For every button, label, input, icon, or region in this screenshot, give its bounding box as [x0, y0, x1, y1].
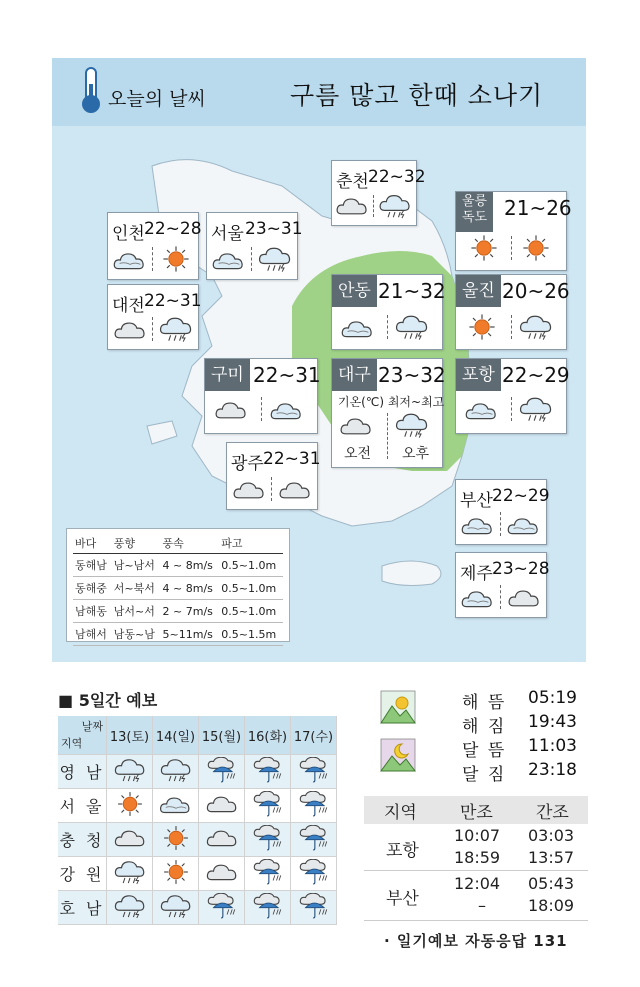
- temp-range: 22~29: [492, 486, 550, 506]
- rain-cloud-icon: [113, 859, 147, 885]
- rain-cloud-icon: [377, 193, 413, 219]
- table-row: [58, 891, 337, 925]
- sunrise-time: 05:19: [528, 688, 577, 708]
- partly-cloudy-icon: [460, 585, 496, 611]
- cloud-icon: [205, 791, 239, 817]
- rain-cloud-icon: [518, 313, 554, 341]
- app-title: 오늘의 날씨: [108, 88, 206, 110]
- wind-direction: 서~북서: [112, 577, 161, 600]
- day-header: 13(토): [107, 716, 153, 755]
- cloud-icon: [112, 317, 148, 343]
- cloud-icon: [113, 825, 147, 851]
- cloud-icon: [231, 477, 267, 503]
- rain-umbrella-icon: [297, 757, 331, 783]
- high-tide-time: 10:07: [454, 826, 501, 845]
- temp-range: 23~31: [245, 219, 303, 239]
- cloud-icon: [334, 193, 370, 219]
- partly-cloudy-icon: [112, 247, 148, 273]
- rain-umbrella-icon: [297, 791, 331, 817]
- temp-legend: 기온(℃) 최저~최고: [338, 395, 445, 409]
- tide-header-high: 만조: [460, 803, 493, 823]
- rain-umbrella-icon: [251, 893, 285, 919]
- marine-header: 파고: [219, 533, 283, 554]
- day-header: 17(수): [291, 716, 337, 755]
- wind-direction: 남~남서: [112, 554, 161, 577]
- table-row: [58, 755, 337, 789]
- cloud-icon: [338, 413, 374, 439]
- sun-icon: [113, 791, 147, 817]
- forecast-table: [58, 716, 337, 925]
- partly-cloudy-icon: [159, 791, 193, 817]
- region-label: 강 원: [58, 857, 107, 891]
- rain-umbrella-icon: [297, 893, 331, 919]
- weather-headline: 구름 많고 한때 소나기: [290, 81, 544, 110]
- temp-range: 21~32: [378, 279, 446, 303]
- thermometer-icon: [78, 66, 104, 114]
- day-header: 15(월): [199, 716, 245, 755]
- marine-header: 풍향: [112, 533, 161, 554]
- wind-direction: 남동~남: [112, 623, 161, 646]
- rain-umbrella-icon: [297, 859, 331, 885]
- rain-umbrella-icon: [251, 757, 285, 783]
- table-row: [73, 623, 283, 646]
- cloud-icon: [205, 825, 239, 851]
- city-name-tag: 대구: [332, 359, 377, 391]
- wave-height: 0.5~1.5m: [219, 623, 283, 646]
- partly-cloudy-icon: [506, 512, 542, 538]
- sea-area: 동해중: [73, 577, 112, 600]
- rain-cloud-icon: [257, 245, 293, 273]
- table-row: [73, 554, 283, 577]
- rain-cloud-icon: [159, 757, 193, 783]
- sun-icon: [466, 234, 502, 262]
- rain-cloud-icon: [394, 313, 430, 341]
- sun-icon: [518, 234, 554, 262]
- sun-icon: [159, 825, 193, 851]
- rain-umbrella-icon: [297, 825, 331, 851]
- forecast-title: ■ 5일간 예보: [58, 691, 158, 710]
- wave-height: 0.5~1.0m: [219, 554, 283, 577]
- corner-date-label: 날짜: [81, 720, 103, 733]
- table-row: [58, 789, 337, 823]
- pm-label: 오후: [402, 446, 430, 462]
- sunset-time: 19:43: [528, 712, 577, 732]
- city-name: 제주: [460, 564, 493, 584]
- sun-icon: [159, 859, 193, 885]
- high-tide-time: 12:04: [454, 874, 501, 893]
- wind-direction: 남서~서: [112, 600, 161, 623]
- city-gumi: [204, 358, 321, 434]
- city-name-tag: 울진: [456, 275, 501, 307]
- city-daegu: [331, 358, 446, 468]
- partly-cloudy-icon: [464, 397, 500, 423]
- city-name: 서울: [211, 224, 244, 244]
- city-name: 광주: [231, 454, 264, 474]
- partly-cloudy-icon: [340, 315, 376, 341]
- partly-cloudy-icon: [211, 247, 247, 273]
- rain-cloud-icon: [113, 757, 147, 783]
- city-andong: [331, 274, 446, 350]
- rain-umbrella-icon: [251, 825, 285, 851]
- temp-range: 22~31: [253, 363, 321, 387]
- tide-header-region: 지역: [384, 803, 417, 823]
- marine-table: [66, 528, 290, 642]
- city-name-tag: 구미: [205, 359, 250, 391]
- table-row: [58, 857, 337, 891]
- city-ulleung: [455, 191, 572, 271]
- tide-divider: [364, 870, 588, 871]
- cloud-icon: [213, 397, 249, 423]
- temp-range: 20~26: [502, 279, 570, 303]
- tide-divider: [364, 920, 588, 921]
- city-name: 춘천: [336, 172, 369, 192]
- city-busan: [455, 479, 550, 545]
- marine-header: 바다: [73, 533, 112, 554]
- city-name-tag: 안동: [332, 275, 377, 307]
- moonrise-label: 달 뜸: [462, 741, 507, 761]
- tide-region: 포항: [386, 841, 419, 861]
- partly-cloudy-icon: [460, 512, 496, 538]
- city-jeju: [455, 552, 550, 618]
- wind-speed: 4 ~ 8m/s: [161, 577, 220, 600]
- marine-header: 풍속: [161, 533, 220, 554]
- moon-mountain-icon: [380, 738, 416, 772]
- city-uljin: [455, 274, 570, 350]
- low-tide-time: 05:43: [528, 874, 575, 893]
- day-header: 16(화): [245, 716, 291, 755]
- tide-region: 부산: [386, 889, 419, 909]
- wave-height: 0.5~1.0m: [219, 600, 283, 623]
- high-tide-time: –: [478, 896, 486, 915]
- cloud-icon: [277, 477, 313, 503]
- wind-speed: 5~11m/s: [161, 623, 220, 646]
- table-row: [73, 600, 283, 623]
- moonset-time: 23:18: [528, 760, 577, 780]
- rain-umbrella-icon: [205, 757, 239, 783]
- am-label: 오전: [344, 446, 372, 462]
- city-chuncheon: [331, 160, 426, 226]
- temp-range: 23~28: [492, 559, 550, 579]
- temp-range: 22~28: [144, 219, 202, 239]
- wind-speed: 2 ~ 7m/s: [161, 600, 220, 623]
- rain-umbrella-icon: [251, 859, 285, 885]
- day-header: 14(일): [153, 716, 199, 755]
- rain-cloud-icon: [518, 395, 554, 423]
- rain-cloud-icon: [159, 893, 193, 919]
- city-name: 대전: [112, 296, 145, 316]
- region-label: 영 남: [58, 755, 107, 789]
- sun-icon: [464, 313, 500, 341]
- sunrise-label: 해 뜸: [462, 693, 507, 713]
- city-name: 인천: [112, 224, 145, 244]
- corner-region-label: 지역: [61, 737, 83, 750]
- city-name-tag: 포항: [456, 359, 501, 391]
- city-pohang: [455, 358, 570, 434]
- low-tide-time: 13:57: [528, 848, 575, 867]
- wave-height: 0.5~1.0m: [219, 577, 283, 600]
- moonset-label: 달 짐: [462, 765, 507, 785]
- city-daejeon: [107, 284, 202, 350]
- sun-icon: [158, 245, 194, 273]
- low-tide-time: 18:09: [528, 896, 575, 915]
- region-label: 서 울: [58, 789, 107, 823]
- forecast-corner: [58, 716, 107, 755]
- temp-range: 23~32: [378, 363, 446, 387]
- moonrise-time: 11:03: [528, 736, 577, 756]
- city-name: 부산: [460, 491, 493, 511]
- high-tide-time: 18:59: [454, 848, 501, 867]
- tide-header-low: 간조: [536, 803, 569, 823]
- city-seoul: [206, 212, 303, 280]
- sunset-label: 해 짐: [462, 717, 507, 737]
- region-label: 호 남: [58, 891, 107, 925]
- region-label: 충 청: [58, 823, 107, 857]
- temp-range: 22~29: [502, 363, 570, 387]
- table-row: [58, 823, 337, 857]
- rain-cloud-icon: [394, 411, 430, 439]
- cloud-icon: [506, 585, 542, 611]
- partly-cloudy-icon: [269, 397, 305, 423]
- sea-area: 남해동: [73, 600, 112, 623]
- temp-range: 22~31: [263, 449, 321, 469]
- rain-cloud-icon: [158, 315, 194, 343]
- low-tide-time: 03:03: [528, 826, 575, 845]
- temp-range: 22~31: [144, 291, 202, 311]
- rain-umbrella-icon: [251, 791, 285, 817]
- city-name-tag: 울릉 독도: [456, 192, 493, 232]
- wind-speed: 4 ~ 8m/s: [161, 554, 220, 577]
- rain-umbrella-icon: [205, 893, 239, 919]
- sea-area: 남해서: [73, 623, 112, 646]
- city-incheon: [107, 212, 202, 280]
- city-gwangju: [226, 442, 321, 510]
- auto-response-note: · 일기예보 자동응답 131: [384, 932, 568, 950]
- cloud-icon: [205, 859, 239, 885]
- table-row: [73, 577, 283, 600]
- rain-cloud-icon: [113, 893, 147, 919]
- sunrise-mountain-icon: [380, 690, 416, 724]
- sea-area: 동해남: [73, 554, 112, 577]
- temp-range: 21~26: [504, 196, 572, 220]
- temp-range: 22~32: [368, 167, 426, 187]
